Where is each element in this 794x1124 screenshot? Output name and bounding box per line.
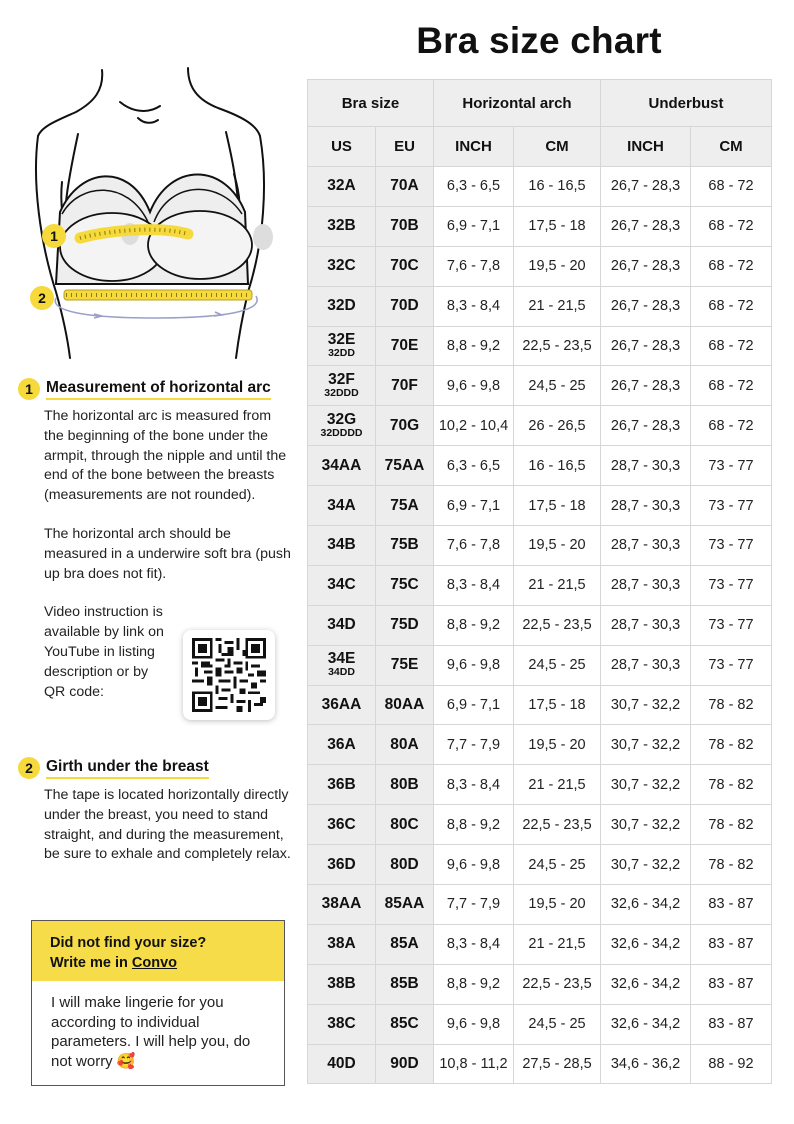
underbust-cm-cell: 88 - 92	[691, 1044, 772, 1084]
arch-cm-cell: 21 - 21,5	[514, 924, 601, 964]
underbust-cm-cell: 78 - 82	[691, 805, 772, 845]
section1-title: Measurement of horizontal arc	[46, 379, 271, 400]
callout-heading-prefix: Write me in	[50, 955, 132, 971]
arch-inch-cell: 10,2 - 10,4	[434, 406, 514, 446]
underbust-cm-cell: 68 - 72	[691, 286, 772, 326]
smiling-face-with-hearts-icon: 🥰	[116, 1052, 136, 1070]
arch-cm-cell: 22,5 - 23,5	[514, 964, 601, 1004]
arch-cm-cell: 16 - 16,5	[514, 167, 601, 207]
table-row	[308, 246, 772, 286]
eu-size-cell: 80C	[376, 805, 434, 845]
custom-size-callout	[31, 920, 285, 1086]
us-size-cell	[308, 645, 376, 685]
arch-inch-cell: 6,3 - 6,5	[434, 446, 514, 486]
eu-size-cell: 75A	[376, 486, 434, 526]
us-size-cell	[308, 246, 376, 286]
underbust-inch-cell: 28,7 - 30,3	[601, 565, 691, 605]
eu-size-cell: 75E	[376, 645, 434, 685]
table-row	[308, 1004, 772, 1044]
us-size: 32A	[327, 177, 356, 195]
us-size-alternative: 32DDDD	[320, 426, 363, 439]
arch-inch-cell: 6,9 - 7,1	[434, 486, 514, 526]
us-size: 38AA	[321, 895, 362, 913]
eu-size-cell: 85A	[376, 924, 434, 964]
section-girth-under-breast	[18, 757, 293, 865]
eu-size-cell: 85B	[376, 964, 434, 1004]
underbust-inch-cell: 28,7 - 30,3	[601, 645, 691, 685]
arch-cm-cell: 19,5 - 20	[514, 526, 601, 566]
table-row	[308, 206, 772, 246]
us-size-cell	[308, 1004, 376, 1044]
arch-cm-cell: 22,5 - 23,5	[514, 605, 601, 645]
underbust-cm-cell: 78 - 82	[691, 725, 772, 765]
underbust-inch-cell: 32,6 - 34,2	[601, 964, 691, 1004]
underbust-inch-cell: 28,7 - 30,3	[601, 605, 691, 645]
us-size-cell	[308, 605, 376, 645]
eu-size-cell: 80AA	[376, 685, 434, 725]
underbust-inch-cell: 30,7 - 32,2	[601, 845, 691, 885]
underbust-cm-cell: 68 - 72	[691, 406, 772, 446]
us-size-cell	[308, 526, 376, 566]
arch-cm-cell: 16 - 16,5	[514, 446, 601, 486]
us-size-alternative: 34DD	[328, 666, 355, 679]
marker-2: 2	[38, 290, 46, 306]
underbust-inch-cell: 26,7 - 28,3	[601, 206, 691, 246]
underbust-cm-cell: 73 - 77	[691, 446, 772, 486]
column-header-eu: EU	[376, 127, 434, 167]
eu-size-cell: 80A	[376, 725, 434, 765]
us-size-cell	[308, 885, 376, 925]
arch-inch-cell: 7,6 - 7,8	[434, 246, 514, 286]
us-size-cell	[308, 565, 376, 605]
underbust-inch-cell: 30,7 - 32,2	[601, 765, 691, 805]
table-row	[308, 565, 772, 605]
us-size-cell	[308, 685, 376, 725]
us-size-cell	[308, 486, 376, 526]
section1-paragraph1: The horizontal arc is measured from the beginning of the bone under the armpit, through the nipple and until the end of the bone between the breasts (measurements are not rounded).	[44, 408, 287, 504]
us-size-cell	[308, 286, 376, 326]
eu-size-cell: 75C	[376, 565, 434, 605]
arch-inch-cell: 8,8 - 9,2	[434, 605, 514, 645]
us-size-cell	[308, 446, 376, 486]
underbust-cm-cell: 83 - 87	[691, 964, 772, 1004]
callout-body	[32, 981, 284, 1071]
underbust-inch-cell: 26,7 - 28,3	[601, 246, 691, 286]
arch-cm-cell: 17,5 - 18	[514, 486, 601, 526]
underbust-cm-cell: 83 - 87	[691, 885, 772, 925]
table-row	[308, 924, 772, 964]
eu-size-cell: 85C	[376, 1004, 434, 1044]
us-size-alternative: 32DD	[328, 347, 355, 359]
underbust-inch-cell: 30,7 - 32,2	[601, 685, 691, 725]
arch-inch-cell: 9,6 - 9,8	[434, 645, 514, 685]
table-row	[308, 845, 772, 885]
us-size: 38A	[327, 935, 356, 953]
page-title: Bra size chart	[416, 20, 662, 61]
underbust-cm-cell: 68 - 72	[691, 167, 772, 207]
column-header-underbust-inch: INCH	[601, 127, 691, 167]
qr-code[interactable]	[183, 630, 275, 720]
arch-cm-cell: 22,5 - 23,5	[514, 805, 601, 845]
eu-size-cell: 75AA	[376, 446, 434, 486]
table-row	[308, 605, 772, 645]
underbust-cm-cell: 68 - 72	[691, 366, 772, 406]
table-row	[308, 167, 772, 207]
arch-cm-cell: 22,5 - 23,5	[514, 326, 601, 366]
eu-size-cell: 70A	[376, 167, 434, 207]
arch-cm-cell: 17,5 - 18	[514, 206, 601, 246]
arch-inch-cell: 8,8 - 9,2	[434, 805, 514, 845]
table-row	[308, 765, 772, 805]
arch-cm-cell: 24,5 - 25	[514, 366, 601, 406]
us-size: 32D	[327, 297, 356, 315]
us-size: 32F	[328, 370, 355, 388]
column-header-arch-inch: INCH	[434, 127, 514, 167]
arch-inch-cell: 6,9 - 7,1	[434, 206, 514, 246]
underbust-inch-cell: 26,7 - 28,3	[601, 326, 691, 366]
table-row	[308, 805, 772, 845]
us-size: 34B	[327, 536, 356, 554]
table-row	[308, 526, 772, 566]
underbust-inch-cell: 32,6 - 34,2	[601, 885, 691, 925]
arch-cm-cell: 21 - 21,5	[514, 286, 601, 326]
underbust-cm-cell: 78 - 82	[691, 685, 772, 725]
us-size-cell	[308, 167, 376, 207]
underbust-inch-cell: 28,7 - 30,3	[601, 526, 691, 566]
eu-size-cell: 70C	[376, 246, 434, 286]
us-size-cell	[308, 805, 376, 845]
callout-heading-line1: Did not find your size?	[50, 935, 207, 951]
arch-inch-cell: 8,8 - 9,2	[434, 326, 514, 366]
arch-cm-cell: 17,5 - 18	[514, 685, 601, 725]
underbust-cm-cell: 83 - 87	[691, 924, 772, 964]
qr-code-icon	[192, 638, 266, 712]
table-row	[308, 645, 772, 685]
arch-cm-cell: 26 - 26,5	[514, 406, 601, 446]
us-size-cell	[308, 765, 376, 805]
us-size-cell	[308, 725, 376, 765]
us-size-cell	[308, 366, 376, 406]
eu-size-cell: 80D	[376, 845, 434, 885]
eu-size-cell: 80B	[376, 765, 434, 805]
table-row	[308, 725, 772, 765]
arch-inch-cell: 7,6 - 7,8	[434, 526, 514, 566]
us-size-cell	[308, 1044, 376, 1084]
eu-size-cell: 75D	[376, 605, 434, 645]
column-header-underbust-cm: CM	[691, 127, 772, 167]
section1-paragraph2: The horizontal arch should be measured in a underwire soft bra (push up bra does not fit).	[44, 525, 291, 582]
arch-inch-cell: 9,6 - 9,8	[434, 366, 514, 406]
column-header-us: US	[308, 127, 376, 167]
arch-cm-cell: 19,5 - 20	[514, 885, 601, 925]
eu-size-cell: 70G	[376, 406, 434, 446]
callout-heading	[32, 921, 284, 981]
group-header-bra-size: Bra size	[308, 80, 434, 127]
eu-size-cell: 70F	[376, 366, 434, 406]
underbust-cm-cell: 68 - 72	[691, 206, 772, 246]
eu-size-cell: 85AA	[376, 885, 434, 925]
underbust-cm-cell: 73 - 77	[691, 645, 772, 685]
arch-cm-cell: 27,5 - 28,5	[514, 1044, 601, 1084]
arch-inch-cell: 9,6 - 9,8	[434, 845, 514, 885]
us-size-cell	[308, 964, 376, 1004]
table-row	[308, 885, 772, 925]
arch-cm-cell: 24,5 - 25	[514, 1004, 601, 1044]
table-row	[308, 685, 772, 725]
table-body	[308, 167, 772, 1084]
underbust-inch-cell: 26,7 - 28,3	[601, 406, 691, 446]
us-size: 36D	[327, 855, 356, 873]
group-header-horizontal-arch: Horizontal arch	[434, 80, 601, 127]
underbust-inch-cell: 30,7 - 32,2	[601, 805, 691, 845]
eu-size-cell: 75B	[376, 526, 434, 566]
us-size: 38B	[327, 975, 356, 993]
underbust-cm-cell: 73 - 77	[691, 605, 772, 645]
arch-inch-cell: 6,9 - 7,1	[434, 685, 514, 725]
underbust-inch-cell: 26,7 - 28,3	[601, 366, 691, 406]
underbust-inch-cell: 34,6 - 36,2	[601, 1044, 691, 1084]
underbust-cm-cell: 78 - 82	[691, 845, 772, 885]
eu-size-cell: 70B	[376, 206, 434, 246]
bra-measurement-illustration	[20, 62, 290, 362]
arch-cm-cell: 19,5 - 20	[514, 246, 601, 286]
table-row	[308, 486, 772, 526]
table-row	[308, 964, 772, 1004]
arch-inch-cell: 8,3 - 8,4	[434, 565, 514, 605]
us-size: 32E	[327, 331, 356, 348]
underbust-cm-cell: 68 - 72	[691, 326, 772, 366]
us-size: 34D	[327, 616, 356, 634]
arch-inch-cell: 8,3 - 8,4	[434, 765, 514, 805]
section2-number: 2	[18, 757, 40, 779]
table-row	[308, 366, 772, 406]
underbust-inch-cell: 26,7 - 28,3	[601, 286, 691, 326]
us-size-cell	[308, 924, 376, 964]
arch-inch-cell: 7,7 - 7,9	[434, 885, 514, 925]
us-size-cell	[308, 406, 376, 446]
arch-inch-cell: 8,8 - 9,2	[434, 964, 514, 1004]
us-size: 36AA	[321, 696, 362, 714]
underbust-inch-cell: 30,7 - 32,2	[601, 725, 691, 765]
table-row	[308, 286, 772, 326]
underbust-inch-cell: 28,7 - 30,3	[601, 486, 691, 526]
convo-link[interactable]: Convo	[131, 955, 178, 971]
underbust-inch-cell: 28,7 - 30,3	[601, 446, 691, 486]
arch-cm-cell: 21 - 21,5	[514, 765, 601, 805]
table-row	[308, 326, 772, 366]
underbust-inch-cell: 26,7 - 28,3	[601, 167, 691, 207]
us-size: 40D	[327, 1055, 356, 1073]
arch-cm-cell: 19,5 - 20	[514, 725, 601, 765]
us-size: 36C	[327, 815, 356, 833]
us-size: 34E	[327, 650, 356, 668]
arch-inch-cell: 9,6 - 9,8	[434, 1004, 514, 1044]
arch-inch-cell: 8,3 - 8,4	[434, 924, 514, 964]
us-size-cell	[308, 326, 376, 366]
us-size: 36A	[327, 735, 356, 753]
us-size: 32C	[327, 257, 356, 275]
callout-body-text: I will make lingerie for you according to individual parameters. I will help you, do not worry	[51, 994, 251, 1070]
eu-size-cell: 90D	[376, 1044, 434, 1084]
us-size: 34A	[327, 496, 356, 514]
underbust-inch-cell: 32,6 - 34,2	[601, 924, 691, 964]
underbust-cm-cell: 78 - 82	[691, 765, 772, 805]
video-instruction-text: Video instruction is available by link on YouTube in listing description or by QR code:	[44, 604, 164, 700]
column-header-arch-cm: CM	[514, 127, 601, 167]
section2-paragraph: The tape is located horizontally directly under the breast, you need to stand straight, and during the measurement, be sure to exhale and completely relax.	[44, 787, 291, 863]
eu-size-cell: 70E	[376, 326, 434, 366]
marker-1: 1	[50, 228, 58, 244]
arch-inch-cell: 6,3 - 6,5	[434, 167, 514, 207]
underbust-cm-cell: 83 - 87	[691, 1004, 772, 1044]
arch-cm-cell: 24,5 - 25	[514, 845, 601, 885]
table-row	[308, 1044, 772, 1084]
arch-cm-cell: 21 - 21,5	[514, 565, 601, 605]
underbust-cm-cell: 68 - 72	[691, 246, 772, 286]
group-header-underbust: Underbust	[601, 80, 772, 127]
arch-inch-cell: 8,3 - 8,4	[434, 286, 514, 326]
us-size: 32B	[327, 217, 356, 235]
us-size-alternative: 32DDD	[324, 386, 359, 399]
underbust-inch-cell: 32,6 - 34,2	[601, 1004, 691, 1044]
section1-number: 1	[18, 378, 40, 400]
us-size: 36B	[327, 775, 356, 793]
eu-size-cell: 70D	[376, 286, 434, 326]
arch-inch-cell: 7,7 - 7,9	[434, 725, 514, 765]
arch-inch-cell: 10,8 - 11,2	[434, 1044, 514, 1084]
bra-size-table	[307, 79, 772, 1084]
underbust-cm-cell: 73 - 77	[691, 526, 772, 566]
us-size-cell	[308, 845, 376, 885]
underbust-cm-cell: 73 - 77	[691, 565, 772, 605]
section2-title: Girth under the breast	[46, 758, 209, 779]
callout-heading-line2	[50, 953, 270, 973]
table-row	[308, 446, 772, 486]
us-size: 34AA	[321, 456, 362, 474]
us-size-cell	[308, 206, 376, 246]
us-size: 38C	[327, 1015, 356, 1033]
us-size: 34C	[327, 576, 356, 594]
table-row	[308, 406, 772, 446]
arch-cm-cell: 24,5 - 25	[514, 645, 601, 685]
underbust-cm-cell: 73 - 77	[691, 486, 772, 526]
us-size: 32G	[326, 410, 357, 428]
